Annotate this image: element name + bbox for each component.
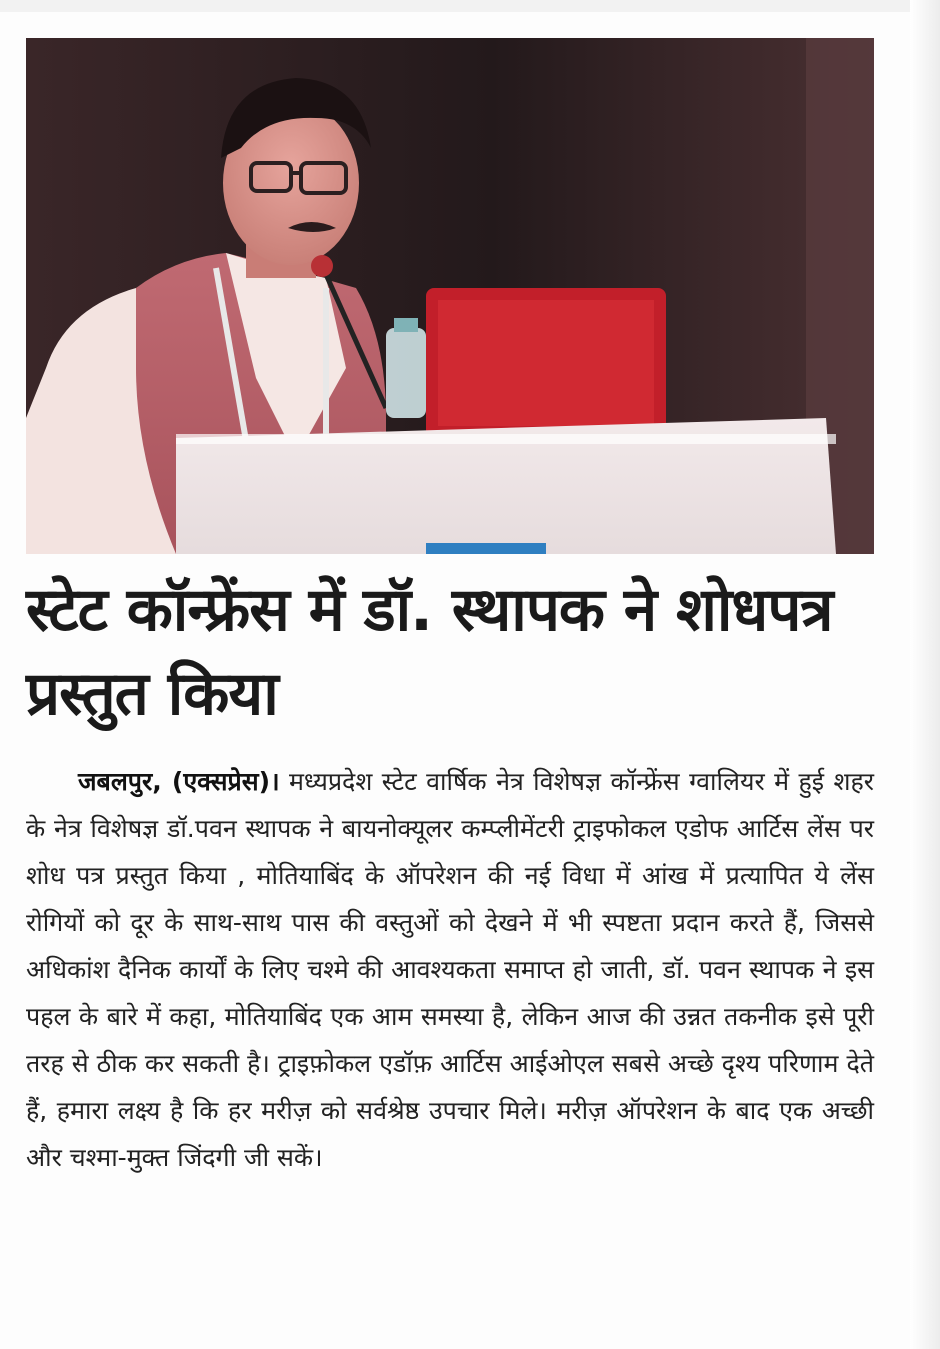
top-edge xyxy=(0,0,940,12)
headline: स्टेट कॉन्फ्रेंस में डॉ. स्थापक ने शोधपत्र प्रस्तुत किया xyxy=(26,575,833,729)
article-body xyxy=(26,758,874,1181)
article-body-text: मध्यप्रदेश स्टेट वार्षिक नेत्र विशेषज्ञ कॉन्फ्रेंस ग्वालियर में हुई शहर के नेत्र विशेषज्ञ डॉ.पवन स्थापक ने बायनोक्यूलर कम्प्लीमेंटरी ट्राइफोकल एडोफ आर्टिस लेंस पर शोध पत्र प्रस्तुत किया , मोतियाबिंद के ऑपरेशन की नई विधा में आंख में प्रत्यापित ये लेंस रोगियों को दूर के साथ-साथ पास की वस्तुओं को देखने में भी स्पष्टता प्रदान करते हैं, जिससे अधिकांश दैनिक कार्यों के लिए चश्मे की आवश्यकता समाप्त हो जाती, डॉ. पवन स्थापक ने इस पहल के बारे में कहा, मोतियाबिंद एक आम समस्या है, लेकिन आज की उन्नत तकनीक इसे पूरी तरह से ठीक कर सकती है। ट्राइफ़ोकल एडॉफ़ आर्टिस आईओएल सबसे अच्छे दृश्य परिणाम देते हैं, हमारा लक्ष्य है कि हर मरीज़ को सर्वश्रेष्ठ उपचार मिले। मरीज़ ऑपरेशन के बाद एक अच्छी और चश्मा-मुक्त जिंदगी जी सकें। xyxy=(26,767,874,1172)
page-edge-shadow xyxy=(910,0,940,1349)
speaker-at-podium-image xyxy=(26,38,874,554)
dateline: जबलपुर, (एक्सप्रेस)। xyxy=(78,767,280,796)
news-photo xyxy=(26,38,874,554)
